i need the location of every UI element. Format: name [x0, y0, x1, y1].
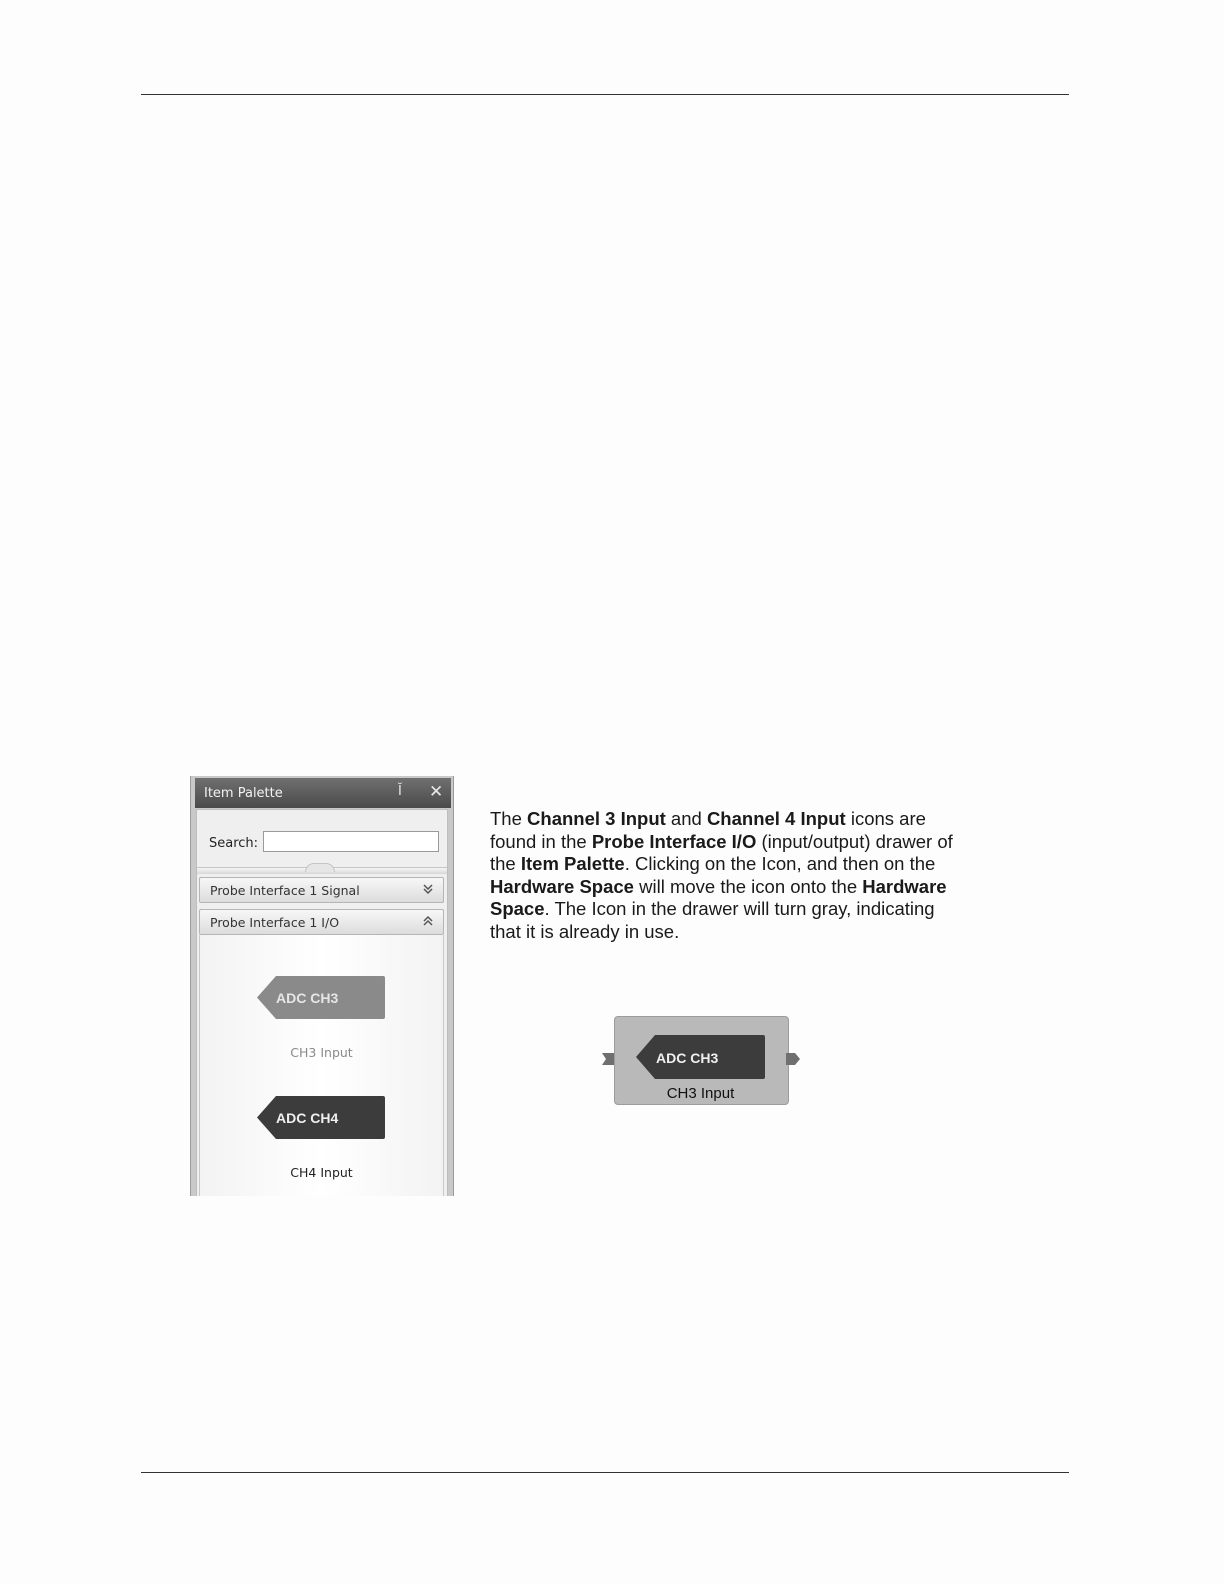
- description-line: [490, 898, 1010, 921]
- description-text: icons are: [845, 808, 926, 829]
- ch3-input-caption: CH3 Input: [290, 1045, 353, 1060]
- description-text: The: [490, 808, 528, 829]
- adc-ch3-icon-text: ADC CH3: [276, 990, 339, 1006]
- description-line: [490, 921, 1010, 944]
- description-bold-term: Hardware: [862, 875, 947, 897]
- chevron-up-icon: [422, 912, 434, 934]
- description-bold-term: Space: [490, 898, 545, 919]
- palette-title: Item Palette: [204, 786, 283, 801]
- description-line: [490, 853, 1010, 876]
- adc-ch3-block-text: ADC CH3: [656, 1050, 719, 1066]
- description-line: [490, 831, 1010, 854]
- palette-title-bar[interactable]: [195, 778, 451, 808]
- description-line: [490, 876, 1010, 899]
- description-text: that it is already in use.: [490, 920, 680, 942]
- description-text: (input/output) drawer of: [756, 830, 953, 852]
- pin-icon[interactable]: Ῐ: [398, 784, 402, 799]
- search-input[interactable]: [263, 831, 439, 852]
- description-text: and: [665, 808, 707, 829]
- output-port-icon: [786, 1050, 802, 1068]
- description-bold-term: Probe Interface I/O: [591, 830, 757, 852]
- footer-rule: [141, 1472, 1069, 1473]
- description-text: will move the icon onto the: [633, 875, 863, 897]
- description-bold-term: Item Palette: [520, 853, 625, 874]
- description-bold-term: Channel 4 Input: [706, 808, 846, 829]
- splitter-handle[interactable]: [197, 867, 447, 874]
- chevron-down-icon: [422, 880, 434, 902]
- search-label: Search:: [209, 836, 259, 851]
- adc-ch3-block-icon[interactable]: [635, 1034, 767, 1080]
- drawer-label: Probe Interface 1 Signal: [210, 883, 360, 898]
- header-rule: [141, 94, 1069, 95]
- adc-ch4-icon[interactable]: [256, 1095, 386, 1140]
- description-text: . Clicking on the Icon, and then on the: [624, 853, 936, 874]
- description-text: . The Icon in the drawer will turn gray, indicating: [544, 898, 935, 919]
- hardware-ch3-block[interactable]: [600, 1014, 804, 1108]
- description-line: [490, 808, 1010, 831]
- drawer-probe-interface-io[interactable]: [199, 909, 444, 935]
- description-bold-term: Channel 3 Input: [527, 808, 666, 829]
- drawer-probe-interface-signal[interactable]: [199, 877, 444, 903]
- drawer-label: Probe Interface 1 I/O: [210, 915, 340, 930]
- hardware-block-caption: CH3 Input: [666, 1085, 735, 1102]
- close-icon[interactable]: ✕: [429, 782, 444, 802]
- description-paragraph: [490, 808, 1010, 943]
- description-text: found in the: [490, 830, 592, 852]
- description-bold-term: Hardware Space: [490, 875, 634, 897]
- drawer-content: [199, 935, 444, 1196]
- adc-ch4-icon-text: ADC CH4: [276, 1110, 339, 1126]
- adc-ch3-icon[interactable]: [256, 975, 386, 1020]
- palette-body: [196, 809, 448, 1196]
- ch4-input-caption: CH4 Input: [290, 1165, 353, 1180]
- description-text: the: [490, 853, 521, 874]
- item-palette-panel: [190, 776, 454, 1196]
- splitter-nub[interactable]: [305, 863, 335, 872]
